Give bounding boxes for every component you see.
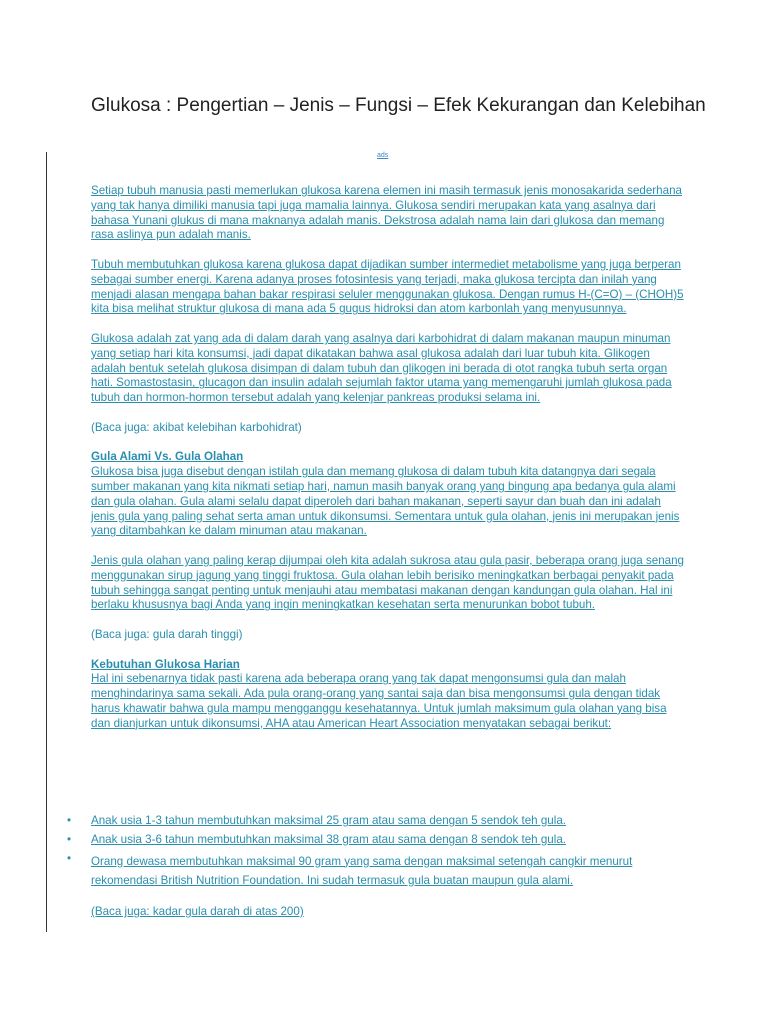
ads-link[interactable]: ads xyxy=(377,152,389,159)
list-item xyxy=(67,852,687,890)
paragraph-gula-olahan[interactable]: Jenis gula olahan yang paling kerap dijumpai oleh kita adalah sukrosa atau gula pasir, beberapa orang juga senang menggunakan sirup jagung yang tinggi fruktosa. Gula olahan lebih berisiko meningkatkan berbagai penyakit pada tubuh sehingga sangat penting untuk menjauhi atau membatasi makanan dengan kandungan gula olahan. Hal ini berlaku khususnya bagi Anda yang ingin meningkatkan kesehatan serta menurunkan bobot tubuh. xyxy=(91,553,684,612)
related-link-karbohidrat[interactable]: (Baca juga: akibat kelebihan karbohidrat) xyxy=(91,420,302,434)
list-item xyxy=(67,833,687,848)
paragraph-gula-alami[interactable]: Glukosa bisa juga disebut dengan istilah gula dan memang glukosa di dalam tubuh kita datangnya dari segala sumber makanan yang kita nikmati setiap hari, namun masih banyak orang yang bingung apa bedanya gula alami dan gula olahan. Gula alami selalu dapat diperoleh dari bahan makanan, seperti sayur dan buah dan ini adalah jenis gula yang paling sehat serta aman untuk dikonsumsi. Sementara untuk gula olahan, jenis ini merupakan jenis yang ditambahkan ke dalam minuman atau makanan. xyxy=(91,465,680,538)
related-link-gula-darah[interactable]: (Baca juga: gula darah tinggi) xyxy=(91,627,243,641)
list-item-text[interactable]: Anak usia 3-6 tahun membutuhkan maksimal 38 gram atau sama dengan 8 sendok teh gula. xyxy=(91,832,566,846)
related-link-kadar-gula[interactable]: (Baca juga: kadar gula darah di atas 200) xyxy=(91,905,304,918)
bullet-list xyxy=(67,814,687,894)
paragraph-intro[interactable]: Setiap tubuh manusia pasti memerlukan glukosa karena elemen ini masih termasuk jenis monosakarida sederhana yang tak hanya dimiliki manusia tapi juga mamalia lainnya. Glukosa sendiri merupakan kata yang asalnya dari bahasa Yunani glukus di mana maknanya adalah manis. Dekstrosa adalah nama lain dari glukosa dan memang rasa aslinya pun adalah manis. xyxy=(91,184,682,242)
article-body xyxy=(91,184,687,731)
list-item-text[interactable]: Anak usia 1-3 tahun membutuhkan maksimal 25 gram atau sama dengan 5 sendok teh gula. xyxy=(91,814,566,827)
bullet-icon: • xyxy=(67,851,72,865)
list-item xyxy=(67,814,687,829)
paragraph-energy[interactable]: Tubuh membutuhkan glukosa karena glukosa dapat dijadikan sumber intermediet metabolisme yang juga berperan sebagai sumber energi. Karena adanya proses fotosintesis yang terjadi, maka glukosa tercipta dan inilah yang menjadi alasan mengapa bahan bakar respirasi seluler menggunakan glukosa. Dengan rumus H-(C=O) – (CHOH)5 kita bisa melihat struktur glukosa di mana ada 5 gugus hidroksi dan atom karbonlah yang menyusunnya. xyxy=(91,257,684,316)
bullet-icon: • xyxy=(67,814,72,827)
bullet-icon: • xyxy=(67,832,72,846)
margin-line xyxy=(46,152,47,932)
paragraph-blood-glucose[interactable]: Glukosa adalah zat yang ada di dalam darah yang asalnya dari karbohidrat di dalam makanan maupun minuman yang setiap hari kita konsumsi, jadi dapat dikatakan bahwa asal glukosa adalah dari luar tubuh kita. Glikogen adalah bentuk setelah glukosa disimpan di dalam tubuh dan glikogen ini berada di otot rangka tubuh serta organ hati. Somastostasin, glucagon dan insulin adalah sejumlah faktor utama yang memengaruhi jumlah glukosa pada tubuh dan hormon-hormon tersebut adalah yang kelenjar pankreas produksi selama ini. xyxy=(91,331,672,405)
section-heading-kebutuhan[interactable]: Kebutuhan Glukosa Harian xyxy=(91,657,240,671)
section-heading-gula-alami[interactable]: Gula Alami Vs. Gula Olahan xyxy=(91,450,244,464)
paragraph-kebutuhan[interactable]: Hal ini sebenarnya tidak pasti karena ada beberapa orang yang tak dapat mengonsumsi gula dan malah menghindarinya sama sekali. Ada pula orang-orang yang santai saja dan bisa mengonsumsi gula dengan tidak harus khawatir bahwa gula mampu mengganggu kesehatannya. Untuk jumlah maksimum gula olahan yang bisa dan dianjurkan untuk dikonsumsi, AHA atau American Heart Association menyatakan sebagai berikut: xyxy=(91,672,667,730)
list-item-text[interactable]: Orang dewasa membutuhkan maksimal 90 gram yang sama dengan maksimal setengah cangkir menurut rekomendasi British Nutrition Foundation. Ini sudah termasuk gula buatan maupun gula alami. xyxy=(91,854,633,887)
page-title: Glukosa : Pengertian – Jenis – Fungsi – Efek Kekurangan dan Kelebihan xyxy=(91,95,706,116)
